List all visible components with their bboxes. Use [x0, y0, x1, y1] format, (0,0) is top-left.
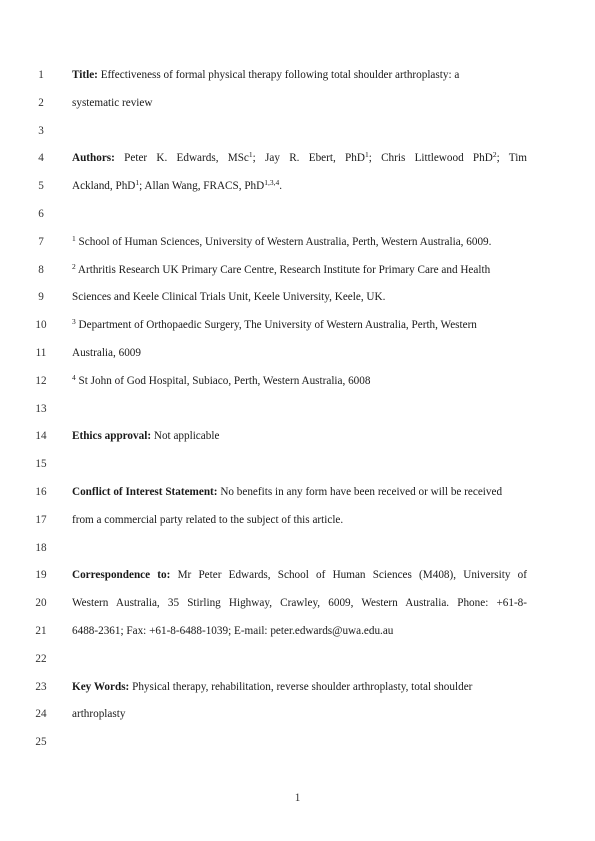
manuscript-line: [0, 94, 595, 112]
line-text: [72, 66, 527, 84]
text-run: School of Human Sciences, University of Western Australia, Perth, Western Australia, 6009.: [75, 235, 492, 248]
line-number: 24: [35, 708, 47, 721]
manuscript-line: [0, 400, 595, 418]
line-number: 18: [35, 541, 47, 554]
line-number: 4: [38, 152, 44, 165]
text-run: 6488-2361; Fax: +61-8-6488-1039; E-mail: peter.edwards@uwa.edu.au: [72, 625, 394, 637]
line-number: 25: [35, 736, 47, 749]
line-text: [72, 344, 527, 362]
text-run: St John of God Hospital, Subiaco, Perth, Western Australia, 6008: [75, 374, 371, 387]
manuscript-line: [0, 483, 595, 501]
line-text: [72, 372, 527, 390]
text-run: .: [279, 180, 283, 193]
line-number: 6: [38, 208, 44, 220]
manuscript-line: [0, 122, 595, 140]
text-run: Ackland, PhD: [72, 180, 136, 193]
text-run: systematic review: [72, 96, 153, 109]
line-number: 11: [35, 347, 47, 359]
line-number: 13: [35, 402, 47, 415]
line-text: [72, 149, 527, 167]
manuscript-line: [0, 650, 595, 668]
manuscript-line: [0, 316, 595, 334]
manuscript-line: [0, 66, 595, 84]
line-number: 1: [38, 69, 44, 81]
line-number: 9: [38, 291, 44, 304]
text-run: ; Tim: [496, 152, 527, 165]
text-run: Mr Peter Edwards, School of Human Sciences (M408), University of: [170, 569, 527, 582]
line-text: [72, 177, 527, 195]
line-number: 23: [35, 680, 47, 693]
manuscript-line: [0, 372, 595, 390]
manuscript-line: [0, 594, 595, 612]
line-text: [72, 622, 527, 640]
affiliation-superscript: 1: [72, 233, 76, 243]
line-text: [72, 566, 527, 584]
text-run: ; Allan Wang, FRACS, PhD: [139, 180, 265, 193]
manuscript-line: [0, 427, 595, 445]
line-number: 10: [35, 319, 47, 332]
text-run: Sciences and Keele Clinical Trials Unit, Keele University, Keele, UK.: [72, 291, 386, 304]
line-number: 22: [35, 652, 47, 665]
line-number: 12: [35, 374, 47, 387]
line-text: [72, 427, 527, 445]
text-run: Australia, 6009: [72, 347, 141, 359]
text-run: Peter K. Edwards, MSc: [114, 152, 249, 165]
manuscript-line: [0, 288, 595, 306]
line-text: [72, 288, 527, 306]
line-text: [72, 705, 527, 723]
manuscript-line: [0, 678, 595, 696]
field-label: Key Words:: [72, 680, 130, 693]
field-label: Correspondence to:: [72, 569, 171, 582]
line-number: 20: [35, 597, 47, 610]
manuscript-line: [0, 233, 595, 251]
field-label: Ethics approval:: [72, 430, 152, 443]
text-run: Arthritis Research UK Primary Care Centre, Research Institute for Primary Care and Health: [75, 263, 491, 276]
text-run: ; Jay R. Ebert, PhD: [252, 152, 365, 165]
affiliation-superscript: 1: [364, 150, 369, 160]
manuscript-line: [0, 733, 595, 751]
line-text: [72, 511, 527, 529]
line-number: 21: [35, 625, 47, 637]
page-number: 1: [294, 792, 301, 804]
field-label: Conflict of Interest Statement:: [72, 486, 218, 498]
text-run: No benefits in any form have been received or will be received: [217, 486, 503, 498]
text-run: Western Australia, 35 Stirling Highway, Crawley, 6009, Western Australia. Phone: +61-8-: [72, 597, 527, 610]
manuscript-line: [0, 539, 595, 557]
affiliation-superscript: 4: [72, 372, 76, 382]
manuscript-line: [0, 622, 595, 640]
text-run: Department of Orthopaedic Surgery, The University of Western Australia, Perth, Western: [75, 319, 477, 332]
text-run: Not applicable: [151, 430, 220, 443]
affiliation-superscript: 1,3,4: [264, 178, 280, 188]
affiliation-superscript: 1: [135, 178, 140, 188]
line-number: 17: [35, 513, 47, 526]
field-label: Title:: [72, 69, 98, 81]
line-number: 16: [35, 486, 47, 498]
manuscript-line: [0, 705, 595, 723]
line-text: [72, 483, 527, 501]
line-text: [72, 594, 527, 612]
line-number: 2: [38, 96, 44, 109]
manuscript-line: [0, 149, 595, 167]
line-number: 8: [38, 263, 44, 276]
line-number: 15: [35, 458, 47, 471]
manuscript-line: [0, 511, 595, 529]
text-run: arthroplasty: [72, 708, 126, 721]
manuscript-line: [0, 205, 595, 223]
affiliation-superscript: 2: [492, 150, 497, 160]
line-text: [72, 261, 527, 279]
line-number: 5: [38, 180, 44, 193]
manuscript-line: [0, 261, 595, 279]
line-text: [72, 678, 527, 696]
text-run: ; Chris Littlewood PhD: [368, 152, 493, 165]
field-label: Authors:: [72, 152, 115, 165]
manuscript-line: [0, 344, 595, 362]
manuscript-line: [0, 177, 595, 195]
text-run: Physical therapy, rehabilitation, reverse shoulder arthroplasty, total shoulder: [129, 680, 473, 693]
affiliation-superscript: 3: [72, 317, 76, 327]
affiliation-superscript: 1: [248, 150, 253, 160]
line-text: [72, 316, 527, 334]
line-number: 3: [38, 124, 44, 137]
manuscript-line: [0, 455, 595, 473]
text-run: Effectiveness of formal physical therapy following total shoulder arthroplasty: a: [97, 69, 460, 81]
line-number: 19: [35, 569, 47, 582]
line-text: [72, 94, 527, 112]
line-number: 14: [35, 430, 47, 443]
text-run: from a commercial party related to the subject of this article.: [72, 513, 344, 526]
line-number: 7: [38, 235, 44, 248]
manuscript-line: [0, 566, 595, 584]
affiliation-superscript: 2: [72, 261, 76, 271]
line-text: [72, 233, 527, 251]
